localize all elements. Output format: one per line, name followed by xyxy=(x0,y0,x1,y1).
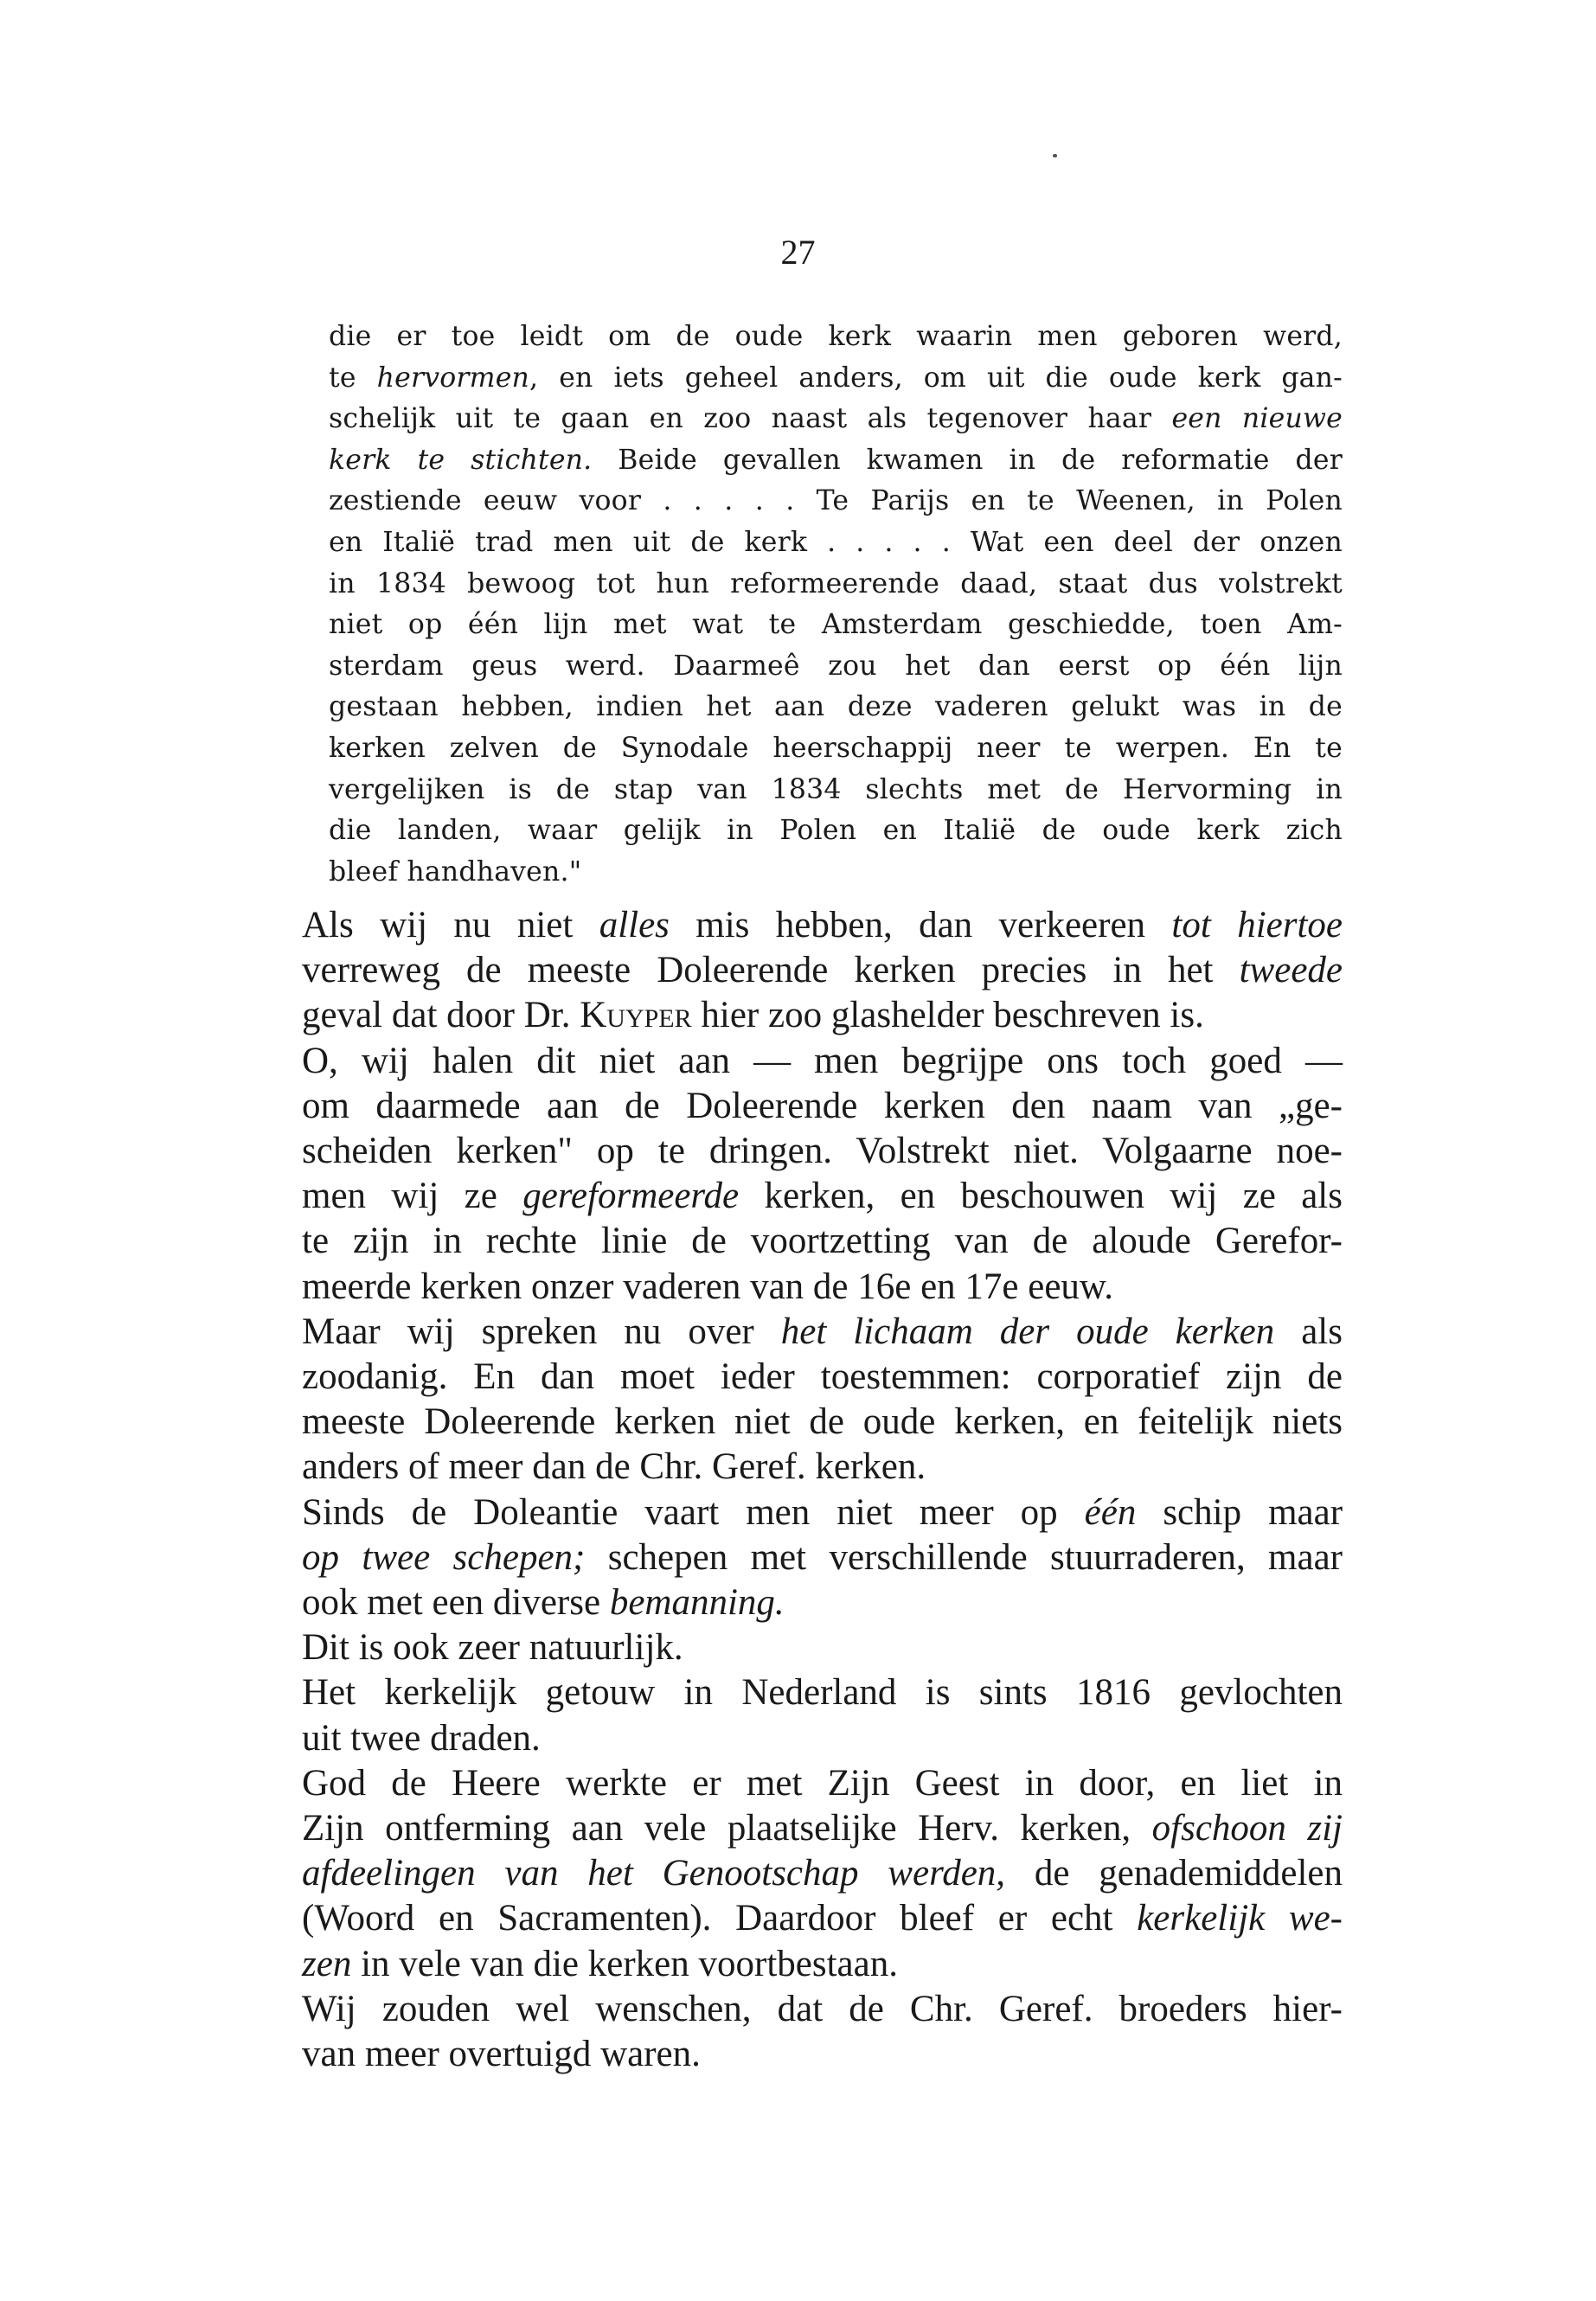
text-segment: God de Heere werkte er met Zijn Geest in door, en liet in xyxy=(302,1762,1343,1804)
text-segment: in 1834 bewoog tot hun reformeerende daad, staat dus volstrekt xyxy=(329,567,1343,599)
text-line xyxy=(261,1942,1343,1987)
text-segment: als xyxy=(1274,1311,1343,1352)
italic-text: tweede xyxy=(1239,950,1343,991)
text-line xyxy=(261,2032,1343,2077)
text-segment: mis hebben, dan verkeeren xyxy=(669,905,1172,945)
text-line xyxy=(261,1716,1343,1761)
text-line xyxy=(261,1490,1343,1535)
text-line xyxy=(261,1084,1343,1129)
italic-text: zen xyxy=(302,1943,352,1984)
text-segment: schip maar xyxy=(1136,1491,1343,1533)
text-segment: Sinds de Doleantie vaart men niet meer op xyxy=(302,1491,1085,1533)
text-segment: de genademiddelen xyxy=(1005,1853,1343,1894)
author-name: Kuyper xyxy=(580,995,692,1036)
text-segment: zoodanig. En dan moet ieder toestemmen: corporatief zijn de xyxy=(302,1356,1343,1398)
quote-line xyxy=(329,522,1343,564)
text-segment: geval dat door Dr. xyxy=(302,995,580,1036)
text-line xyxy=(261,1310,1343,1355)
text-line xyxy=(261,1625,1343,1670)
text-line xyxy=(261,1355,1343,1400)
quote-line xyxy=(329,358,1343,400)
text-segment: kerken zelven de Synodale heerschappij neer te werpen. En te xyxy=(329,732,1343,764)
text-line xyxy=(261,903,1343,948)
text-segment: ook met een diverse xyxy=(302,1582,610,1624)
paragraph xyxy=(261,1625,1343,1670)
quote-line xyxy=(329,770,1343,811)
text-line xyxy=(261,1445,1343,1490)
text-segment: Beide gevallen kwamen in de reformatie der xyxy=(592,444,1343,476)
text-segment: zestiende eeuw voor . . . . . Te Parijs en te Weenen, in Polen xyxy=(329,485,1343,517)
text-segment: Als wij nu niet xyxy=(302,905,599,945)
text-line xyxy=(261,1535,1343,1580)
text-segment: verreweg de meeste Doleerende kerken precies in het xyxy=(302,950,1240,991)
text-segment: die er toe leidt om de oude kerk waarin men geboren werd, xyxy=(329,321,1343,352)
text-segment: O, wij halen dit niet aan — men begrijpe ons toch goed — xyxy=(302,1040,1343,1081)
paragraph xyxy=(261,1670,1343,1760)
quote-line xyxy=(329,811,1343,852)
text-segment: Maar wij spreken nu over xyxy=(302,1311,781,1352)
text-segment: meeste Doleerende kerken niet de oude kerken, en feitelijk niets xyxy=(302,1401,1343,1443)
text-segment: gestaan hebben, indien het aan deze vaderen gelukt was in de xyxy=(329,691,1343,723)
italic-text: gereformeerde xyxy=(522,1176,740,1217)
paragraph xyxy=(261,1761,1343,1987)
text-segment: sterdam geus werd. Daarmeê zou het dan eerst op één lijn xyxy=(329,650,1343,682)
text-line xyxy=(261,1806,1343,1851)
quote-line xyxy=(329,605,1343,646)
text-segment: en Italië trad men uit de kerk . . . . . Wat een deel der onzen xyxy=(329,526,1343,558)
text-line xyxy=(261,1129,1343,1174)
text-segment: van meer overtuigd waren. xyxy=(302,2034,701,2075)
text-segment: uit twee draden. xyxy=(302,1717,541,1759)
text-line xyxy=(261,1670,1343,1715)
text-segment: om daarmede aan de Doleerende kerken den naam van „ge- xyxy=(302,1085,1343,1126)
quote-line xyxy=(329,852,1343,894)
page-number: 27 xyxy=(780,233,816,272)
text-segment: vergelijken is de stap van 1834 slechts met de Hervorming in xyxy=(329,773,1343,805)
paragraph xyxy=(261,1987,1343,2077)
italic-text: afdeelingen van het Genootschap werden, xyxy=(302,1853,1006,1894)
text-line xyxy=(261,948,1343,993)
paragraph xyxy=(261,1310,1343,1490)
text-line xyxy=(261,1896,1343,1941)
quote-line xyxy=(329,481,1343,522)
text-line xyxy=(261,1219,1343,1264)
text-segment: te zijn in rechte linie de voortzetting van de aloude Gerefor- xyxy=(302,1221,1343,1262)
text-line xyxy=(261,1039,1343,1084)
text-line xyxy=(261,1851,1343,1896)
text-segment: Dit is ook zeer natuurlijk. xyxy=(302,1627,683,1669)
quote-line xyxy=(329,646,1343,688)
italic-text: hervormen xyxy=(376,362,530,394)
quoted-passage xyxy=(329,317,1343,893)
italic-text: kerk te stichten. xyxy=(329,444,593,476)
text-segment: Wij zouden wel wenschen, dat de Chr. Geref. broeders hier- xyxy=(302,1988,1343,2029)
italic-text: tot hiertoe xyxy=(1171,905,1343,945)
text-line xyxy=(261,1265,1343,1310)
text-segment: in vele van die kerken voortbestaan. xyxy=(351,1943,898,1984)
text-segment: bleef handhaven." xyxy=(329,856,582,888)
text-segment: meerde kerken onzer vaderen van de 16e en 17e eeuw. xyxy=(302,1266,1113,1307)
text-line xyxy=(261,1174,1343,1219)
body-text xyxy=(261,903,1343,2077)
text-segment: men wij ze xyxy=(302,1176,523,1217)
text-segment: niet op één lijn met wat te Amsterdam geschiedde, toen Am- xyxy=(329,609,1343,641)
text-segment: Het kerkelijk getouw in Nederland is sints 1816 gevlochten xyxy=(302,1672,1343,1714)
quote-line xyxy=(329,317,1343,358)
text-segment: , en iets geheel anders, om uit die oude kerk gan- xyxy=(529,362,1343,394)
italic-text: kerkelijk we- xyxy=(1137,1898,1343,1939)
text-line xyxy=(261,1400,1343,1445)
text-segment: die landen, waar gelijk in Polen en Italië de oude kerk zich xyxy=(329,815,1343,847)
text-segment: scheiden kerken" op te dringen. Volstrekt niet. Volgaarne noe- xyxy=(302,1131,1343,1172)
quote-line xyxy=(329,687,1343,728)
text-segment: Zijn ontferming aan vele plaatselijke Herv. kerken, xyxy=(302,1808,1152,1849)
print-speck xyxy=(1053,154,1057,157)
paragraph xyxy=(261,1039,1343,1310)
text-segment: te xyxy=(329,362,377,394)
italic-text: alles xyxy=(599,905,670,945)
italic-text: ofschoon zij xyxy=(1151,1808,1343,1849)
text-line xyxy=(261,993,1343,1038)
text-line xyxy=(261,1761,1343,1806)
text-segment: (Woord en Sacramenten). Daardoor bleef er echt xyxy=(302,1898,1138,1939)
italic-text: één xyxy=(1084,1491,1137,1533)
quote-line xyxy=(329,440,1343,482)
italic-text: een nieuwe xyxy=(1171,403,1343,435)
italic-text: het lichaam der oude kerken xyxy=(780,1311,1275,1352)
italic-text: bemanning. xyxy=(609,1582,785,1624)
text-segment: hier zoo glashelder beschreven is. xyxy=(691,995,1204,1036)
quote-line xyxy=(329,399,1343,440)
quote-line xyxy=(329,728,1343,770)
text-segment: schepen met verschillende stuurraderen, maar xyxy=(585,1536,1343,1578)
text-segment: anders of meer dan de Chr. Geref. kerken. xyxy=(302,1446,926,1488)
text-segment: schelijk uit te gaan en zoo naast als tegenover haar xyxy=(329,403,1172,435)
paragraph xyxy=(261,903,1343,1039)
text-line xyxy=(261,1987,1343,2032)
italic-text: op twee schepen; xyxy=(302,1536,586,1578)
text-segment: kerken, en beschouwen wij ze als xyxy=(739,1176,1343,1217)
paragraph xyxy=(261,1490,1343,1626)
quote-line xyxy=(329,564,1343,606)
text-line xyxy=(261,1580,1343,1625)
